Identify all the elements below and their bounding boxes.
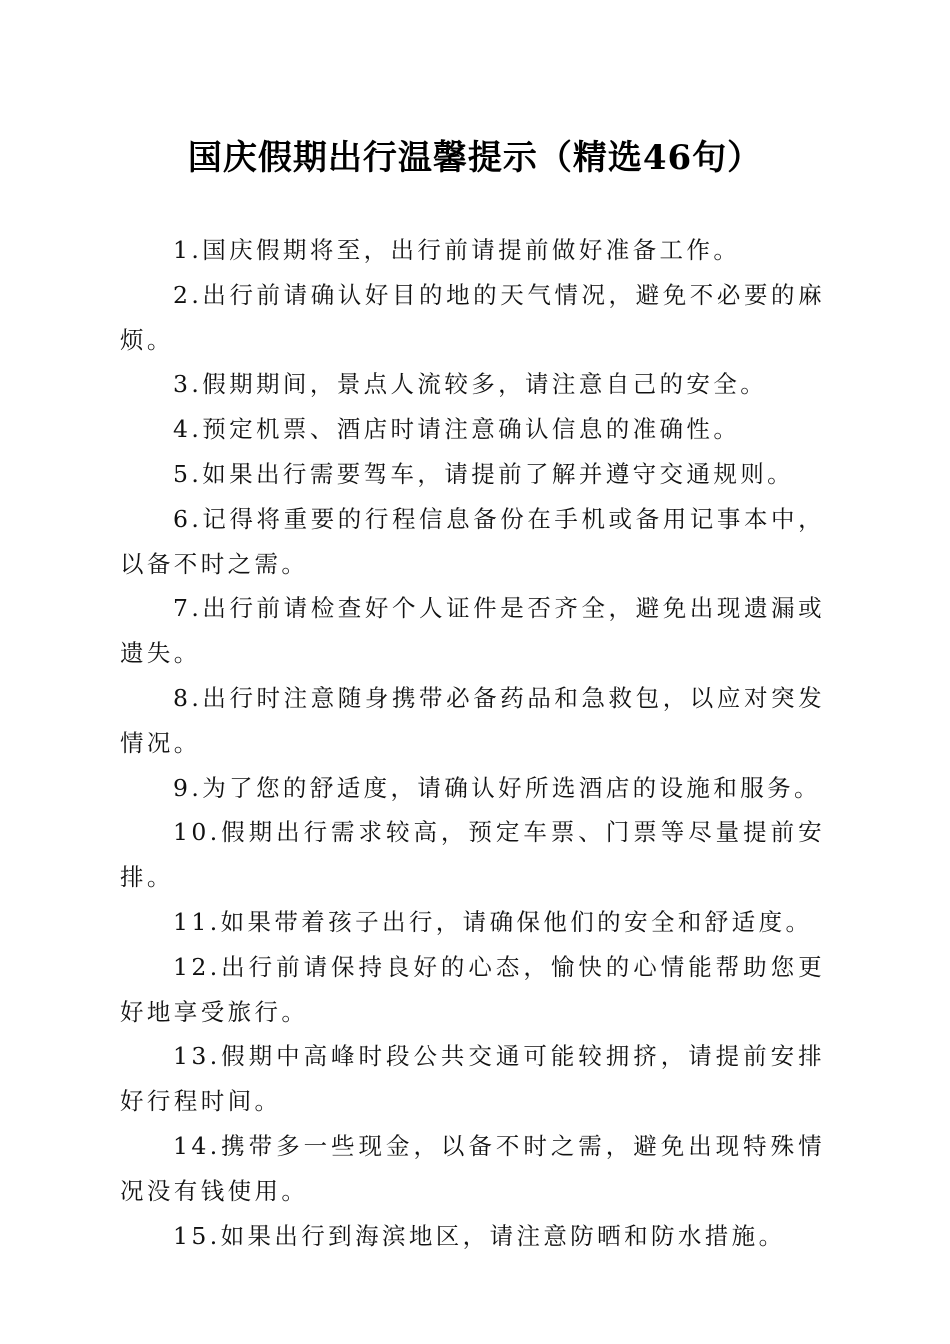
- paragraph: 2.出行前请确认好目的地的天气情况，避免不必要的麻烦。: [120, 280, 825, 354]
- paragraph: 3.假期期间，景点人流较多，请注意自己的安全。: [173, 370, 768, 399]
- paragraph: 7.出行前请检查好个人证件是否齐全，避免出现遗漏或遗失。: [120, 594, 825, 668]
- paragraph: 4.预定机票、酒店时请注意确认信息的准确性。: [173, 415, 741, 444]
- paragraph: 8.出行时注意随身携带必备药品和急救包，以应对突发情况。: [120, 683, 825, 757]
- paragraph: 1.国庆假期将至，出行前请提前做好准备工作。: [173, 236, 741, 264]
- paragraph: 11.如果带着孩子出行，请确保他们的安全和舒适度。: [173, 907, 813, 936]
- paragraph: 6.记得将重要的行程信息备份在手机或备用记事本中，以备不时之需。: [120, 504, 825, 578]
- document-body: [120, 228, 825, 1258]
- paragraph: 5.如果出行需要驾车，请提前了解并遵守交通规则。: [173, 459, 795, 488]
- paragraph: 15.如果出行到海滨地区，请注意防晒和防水措施。: [173, 1221, 786, 1250]
- paragraph: 14.携带多一些现金，以备不时之需，避免出现特殊情况没有钱使用。: [120, 1131, 825, 1205]
- paragraph: 9.为了您的舒适度，请确认好所选酒店的设施和服务。: [173, 773, 821, 802]
- document-title: 国庆假期出行温馨提示（精选46句）: [187, 138, 763, 178]
- paragraph: 13.假期中高峰时段公共交通可能较拥挤，请提前安排好行程时间。: [120, 1042, 825, 1116]
- paragraph: 10.假期出行需求较高，预定车票、门票等尽量提前安排。: [120, 818, 825, 892]
- paragraph: 12.出行前请保持良好的心态，愉快的心情能帮助您更好地享受旅行。: [120, 952, 825, 1026]
